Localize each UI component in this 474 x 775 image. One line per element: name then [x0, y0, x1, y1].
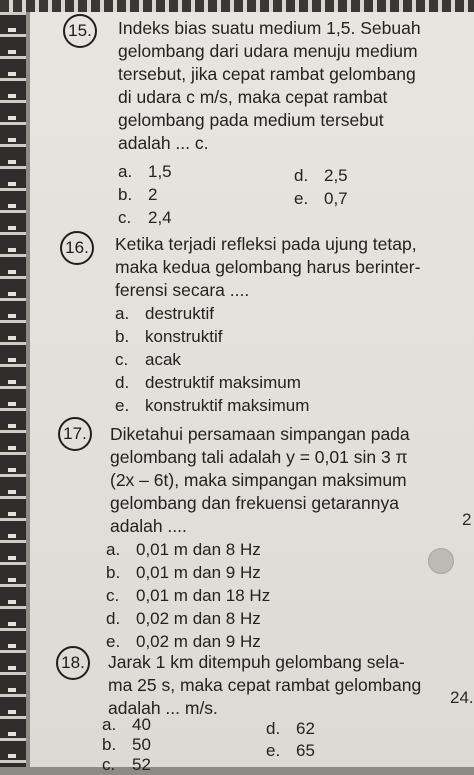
option-text: 2,4	[148, 208, 172, 227]
question-18-line-3: adalah ... m/s.	[108, 698, 218, 718]
question-number-17: 17.	[58, 417, 92, 451]
option-text: konstruktif maksimum	[145, 396, 310, 415]
option-text: 0,7	[324, 189, 348, 208]
option-text: 2	[148, 185, 158, 204]
option-letter: a.	[102, 715, 117, 734]
question-15-line-4: di udara c m/s, maka cepat rambat	[118, 87, 388, 107]
option-letter: b.	[115, 327, 130, 346]
question-15-line-1: Indeks bias suatu medium 1,5. Sebuah	[118, 18, 421, 38]
option-text: 52	[132, 755, 151, 774]
option-letter: a.	[115, 304, 130, 323]
option-letter: e.	[266, 741, 281, 760]
question-16-option-e	[115, 396, 309, 416]
question-15-line-5: gelombang pada medium tersebut	[118, 110, 384, 130]
question-18-line-2: ma 25 s, maka cepat rambat gelombang	[108, 675, 422, 695]
worksheet-page	[30, 12, 474, 774]
option-letter: c.	[115, 350, 129, 369]
question-16-line-2: maka kedua gelombang harus berinter-	[115, 257, 421, 277]
option-letter: e.	[115, 396, 130, 415]
question-17-line-4: gelombang dan frekuensi getarannya	[110, 493, 399, 513]
question-16-line-1: Ketika terjadi refleksi pada ujung tetap,	[115, 234, 417, 254]
option-letter: a.	[106, 540, 121, 559]
option-text: 0,01 m dan 9 Hz	[136, 563, 261, 582]
question-15-option-b	[118, 185, 157, 205]
margin-number-partial: 2	[462, 510, 472, 529]
question-15-line-6: adalah ... c.	[118, 133, 209, 153]
decorative-top-border	[0, 0, 474, 12]
question-15-line-2: gelombang dari udara menuju medium	[118, 41, 418, 61]
question-number-16: 16.	[60, 231, 94, 265]
question-17-line-3: (2x – 6t), maka simpangan maksimum	[110, 470, 407, 490]
option-letter: b.	[118, 185, 133, 204]
decorative-left-border	[0, 0, 26, 767]
option-letter: c.	[118, 208, 132, 227]
option-letter: c.	[106, 586, 120, 605]
question-16-option-c	[115, 350, 181, 370]
option-text: 40	[132, 715, 151, 734]
question-16-option-a	[115, 304, 214, 324]
question-15-option-e	[294, 189, 348, 209]
question-15-option-a	[118, 162, 172, 182]
question-15-option-c	[118, 208, 172, 228]
option-text: 0,01 m dan 18 Hz	[136, 586, 271, 605]
question-18-option-d	[266, 719, 315, 739]
question-17-line-5: adalah ....	[110, 516, 187, 536]
question-17-option-d	[106, 609, 261, 629]
question-18-option-e	[266, 741, 315, 761]
option-letter: a.	[118, 162, 133, 181]
question-17-line-2: gelombang tali adalah y = 0,01 sin 3 π	[110, 447, 408, 467]
option-text: 2,5	[324, 166, 348, 185]
option-text: acak	[145, 350, 181, 369]
option-text: 65	[296, 741, 315, 760]
option-text: 62	[296, 719, 315, 738]
option-letter: d.	[266, 719, 281, 738]
option-letter: e.	[294, 189, 309, 208]
question-16-option-b	[115, 327, 222, 347]
question-18-option-a	[102, 715, 151, 735]
question-18-line-1: Jarak 1 km ditempuh gelombang sela-	[108, 652, 405, 672]
option-text: 50	[132, 735, 151, 754]
question-number-18: 18.	[56, 646, 90, 680]
question-17-option-a	[106, 540, 261, 560]
margin-number-24: 24.	[450, 688, 474, 707]
option-text: konstruktif	[145, 327, 223, 346]
question-17-option-b	[106, 563, 261, 583]
question-15-line-3: tersebut, jika cepat rambat gelombang	[118, 64, 416, 84]
option-letter: e.	[106, 632, 121, 651]
question-15-option-d	[294, 166, 348, 186]
question-18-option-b	[102, 735, 151, 755]
option-text: destruktif maksimum	[145, 373, 301, 392]
question-16-line-3: ferensi secara ....	[115, 280, 250, 300]
option-letter: d.	[115, 373, 130, 392]
option-letter: b.	[106, 563, 121, 582]
option-letter: d.	[294, 166, 309, 185]
option-text: 0,02 m dan 8 Hz	[136, 609, 261, 628]
question-18-option-c	[102, 755, 151, 775]
question-17-option-c	[106, 586, 270, 606]
option-letter: b.	[102, 735, 117, 754]
binder-hole	[428, 548, 454, 574]
option-text: 1,5	[148, 162, 172, 181]
option-letter: c.	[102, 755, 116, 774]
question-17-line-1: Diketahui persamaan simpangan pada	[110, 424, 410, 444]
option-text: 0,02 m dan 9 Hz	[136, 632, 261, 651]
question-16-option-d	[115, 373, 301, 393]
question-17-option-e	[106, 632, 261, 652]
question-number-15: 15.	[63, 14, 97, 48]
option-letter: d.	[106, 609, 121, 628]
option-text: 0,01 m dan 8 Hz	[136, 540, 261, 559]
option-text: destruktif	[145, 304, 214, 323]
